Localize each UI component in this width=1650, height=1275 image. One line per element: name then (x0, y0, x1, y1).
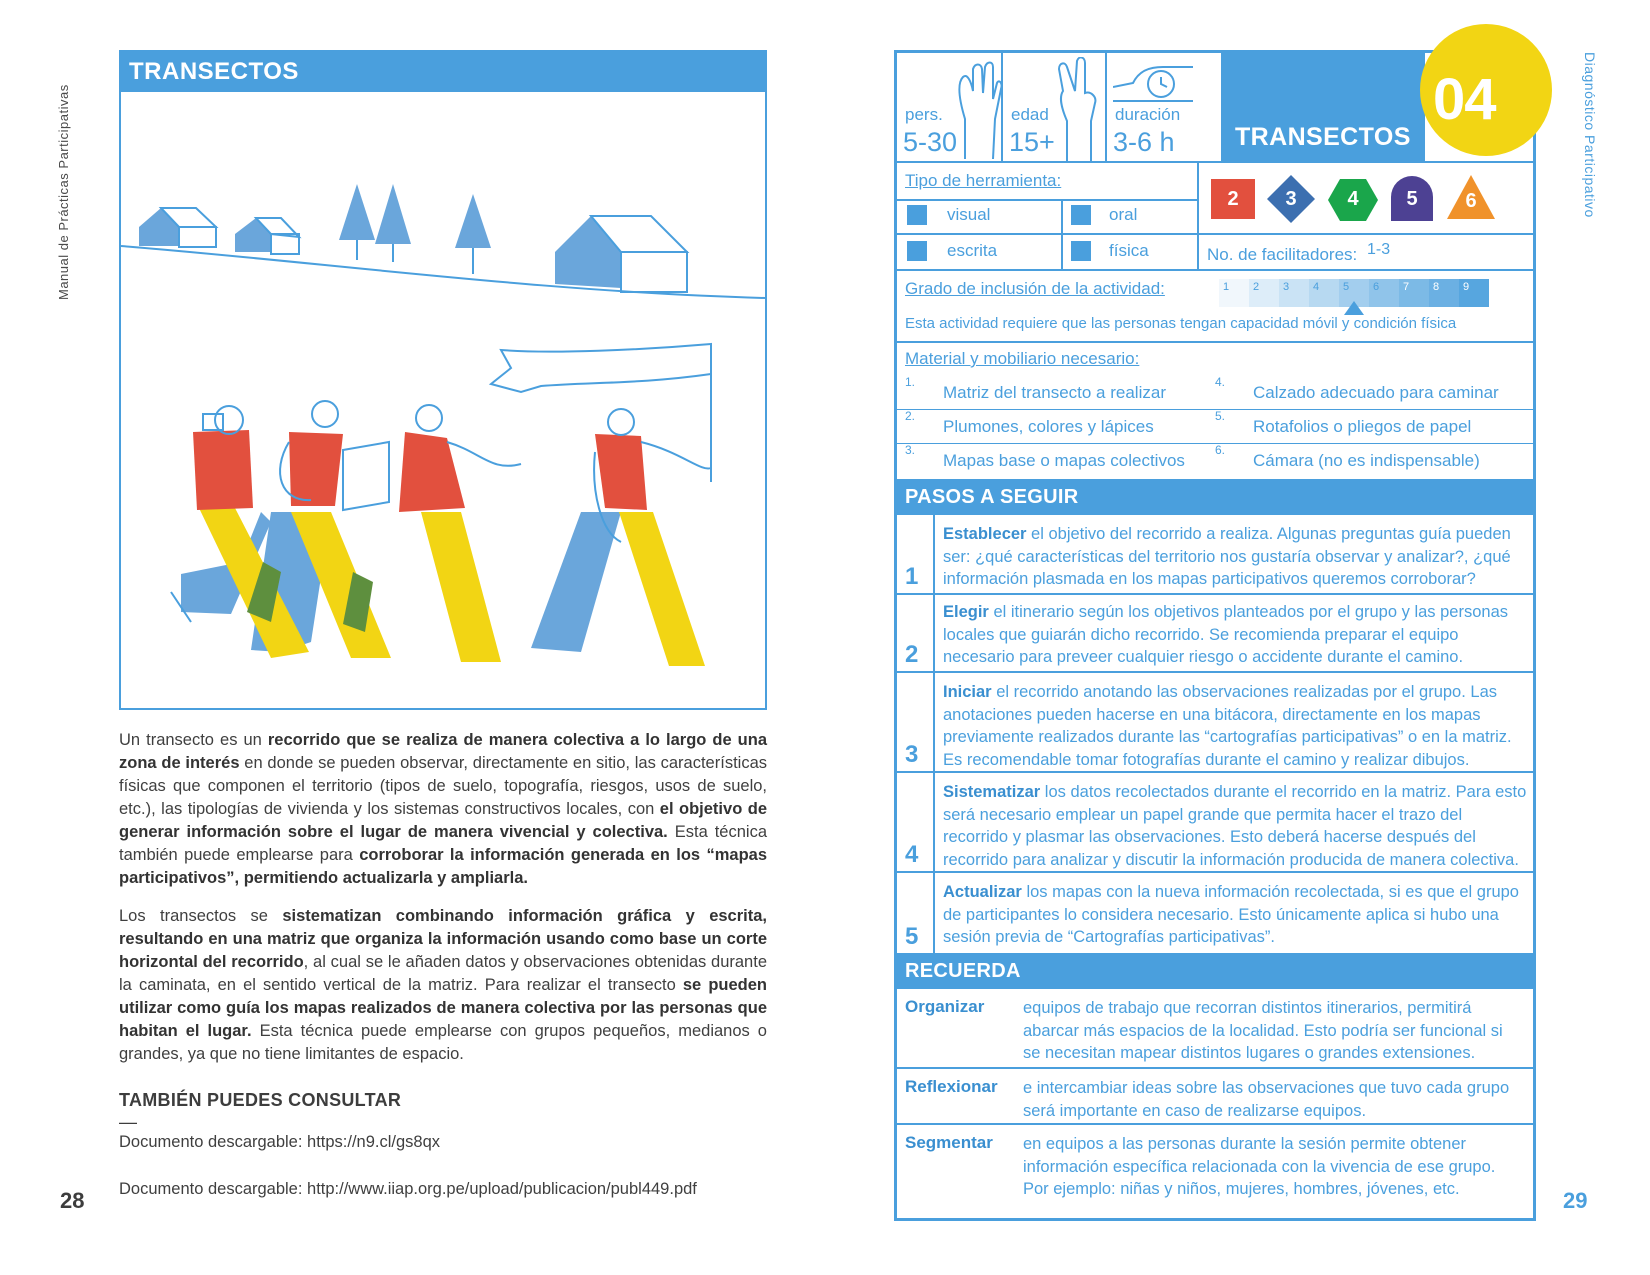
participants-value: 5-30 (903, 127, 958, 157)
remember-text: equipos de trabajo que recorran distintos itinerarios, permitirá abarcar más espacios de la localidad. Esto podría ser funcional si se necesitan mapear distintos lugares o grandes extensiones. (1023, 999, 1503, 1062)
inclusion-scale-step: 3 (1279, 279, 1309, 307)
step-number: 5 (897, 873, 935, 953)
tool-escrita: escrita (947, 241, 998, 260)
checkbox-fisica (1071, 241, 1091, 261)
step-row (897, 595, 1533, 673)
checkbox-escrita (907, 241, 927, 261)
inclusion-scale-step: 9 (1459, 279, 1489, 307)
step-row (897, 515, 1533, 595)
material-item: Matriz del transecto a realizar (943, 383, 1166, 402)
step-number: 1 (897, 515, 935, 593)
step-text: Elegir el itinerario según los objetivos planteados por el grupo y las personas locales que guiarán dicho recorrido. Se recomienda preparar el equipo necesario para preveer cualquier riesgo o accidente durante el camino. (943, 603, 1509, 666)
tool-divider (1061, 199, 1063, 269)
materials-label: Material y mobiliario necesario: (905, 349, 1140, 368)
duration-label: duración (1115, 105, 1181, 124)
shape-label: 4 (1347, 188, 1359, 210)
material-number: 4. (1215, 375, 1226, 389)
age-label: edad (1011, 105, 1049, 124)
consult-heading: TAMBIÉN PUEDES CONSULTAR (119, 1090, 402, 1110)
shape-label: 5 (1406, 188, 1418, 210)
remember-text: e intercambiar ideas sobre las observaciones que tuvo cada grupo será importante en caso de realizarse equipos. (1023, 1079, 1510, 1120)
intro-paragraph: Un transecto es un recorrido que se realiza de manera colectiva a lo largo de una zona de interés en donde se pueden observar, directamente en sitio, las características físicas que componen el territorio (tipos de suelo, topografía, riesgos, usos de suelo, etc.), las tipologías de vivienda y los sistemas constructivos locales, con el objetivo de generar información sobre el lugar de manera vivencial y colectiva. Esta técnica también puede emplearse para corroborar la información generada en los “mapas participativos”, permitiendo actualizarla y ampliarla. (119, 731, 768, 887)
checkbox-oral (1071, 205, 1091, 225)
tool-visual: visual (947, 205, 991, 224)
material-number: 2. (905, 409, 916, 423)
remember-key: Organizar (905, 997, 985, 1016)
step-row (897, 673, 1533, 773)
remember-row (897, 1069, 1533, 1125)
steps-heading: PASOS A SEGUIR (897, 479, 1533, 515)
remember-key: Reflexionar (905, 1077, 998, 1096)
shape-label: 2 (1227, 188, 1239, 210)
tool-fisica: física (1109, 241, 1149, 260)
participants-cell (897, 53, 1003, 161)
step-text: Sistematizar los datos recolectados durante el recorrido en la matriz. Para esto será necesario emplear un papel grande que permita hacer el trazo del recorrido y plasmar las observaciones. Esto deberá hacerse después del recorrido para analizar y discutir la información producida de manera colectiva. (943, 783, 1527, 869)
section-divider (897, 269, 1533, 271)
age-cell (1003, 53, 1107, 161)
step-row (897, 773, 1533, 873)
material-item: Plumones, colores y lápices (943, 417, 1154, 436)
book-title-vertical: Manual de Prácticas Participativas (56, 84, 71, 300)
participants-label: pers. (905, 105, 943, 124)
tool-divider (1197, 233, 1533, 235)
age-value: 15+ (1009, 127, 1055, 157)
inclusion-scale-step: 5 (1339, 279, 1369, 307)
duration-value: 3-6 h (1113, 127, 1175, 157)
remember-text: en equipos a las personas durante la sesión permite obtener información específica relacionada con la vivencia de ese grupo. Por ejemplo: niñas y niños, mujeres, hombres, jóvenes, etc. (1023, 1135, 1496, 1198)
card-title: TRANSECTOS (1223, 111, 1425, 161)
remember-row (897, 1125, 1533, 1218)
inclusion-marker-icon (1344, 301, 1364, 315)
step-text: Establecer el objetivo del recorrido a realiza. Algunas preguntas guía pueden ser: ¿qué características del territorio nos gustaría observar y analizar?, ¿qué información plasmada en los mapas participativos queremos corroborar? (943, 525, 1511, 588)
tool-type-label: Tipo de herramienta: (905, 171, 1062, 190)
step-number: 2 (897, 595, 935, 671)
inclusion-scale-step: 2 (1249, 279, 1279, 307)
card-number: 04 (1433, 67, 1496, 132)
facilitators-label: No. de facilitadores: (1207, 245, 1358, 264)
inclusion-scale-step: 7 (1399, 279, 1429, 307)
step-text: Iniciar el recorrido anotando las observaciones realizadas por el grupo. Las anotaciones pueden hacerse en una bitácora, directamente en los mapas previamente realizados durante las “cartografías participativas” o en la matriz. Es recomendable tomar fotografías durante el camino y realizar dibujos. (943, 683, 1512, 769)
watch-icon (1113, 57, 1193, 107)
remember-heading: RECUERDA (897, 953, 1533, 989)
page-number-left: 28 (60, 1188, 85, 1213)
remember-key: Segmentar (905, 1133, 993, 1152)
shape-label: 6 (1465, 190, 1477, 212)
material-item: Calzado adecuado para caminar (1253, 383, 1499, 402)
document-link[interactable]: Documento descargable: https://n9.cl/gs8qx (119, 1133, 441, 1151)
hands-icon (955, 59, 1001, 159)
inclusion-note: Esta actividad requiere que las personas tengan capacidad móvil y condición física (905, 315, 1457, 332)
consult-dash: — (119, 1112, 137, 1132)
checkbox-visual (907, 205, 927, 225)
section-title-vertical: Diagnóstico Participativo (1582, 52, 1598, 218)
step-text: Actualizar los mapas con la nueva información recolectada, si es que el grupo de participantes lo considera necesario. Esto únicamente aplica si hubo una sesión previa de “Cartografías participativas”. (943, 883, 1519, 946)
walking-group-illustration (119, 92, 767, 710)
material-number: 5. (1215, 409, 1226, 423)
material-number: 6. (1215, 443, 1226, 457)
material-number: 1. (905, 375, 916, 389)
material-item: Mapas base o mapas colectivos (943, 451, 1185, 470)
inclusion-label: Grado de inclusión de la actividad: (905, 279, 1165, 298)
inclusion-scale-step: 4 (1309, 279, 1339, 307)
method-paragraph: Los transectos se sistematizan combinando información gráfica y escrita, resultando en una matriz que organiza la información usando como base un corte horizontal del recorrido, al cual se le añaden datos y observaciones obtenidas durante la caminata, en el sentido vertical de la matriz. Para realizar el transecto se pueden utilizar como guía los mapas realizados de manera colectiva por las personas que habitan el lugar. Esta técnica puede emplearse con grupos pequeños, medianos o grandes, ya que no tiene limitantes de espacio. (119, 907, 768, 1063)
tool-oral: oral (1109, 205, 1138, 224)
tool-type-section (897, 163, 1533, 293)
tool-divider (1197, 163, 1199, 269)
inclusion-scale-step: 6 (1369, 279, 1399, 307)
activity-card (894, 50, 1536, 1221)
step-number: 3 (897, 673, 935, 771)
material-item: Rotafolios o pliegos de papel (1253, 417, 1472, 436)
section-divider (897, 341, 1533, 343)
material-item: Cámara (no es indispensable) (1253, 451, 1480, 470)
duration-cell (1107, 53, 1223, 161)
facilitators-value: 1-3 (1367, 241, 1391, 258)
inclusion-scale-step: 1 (1219, 279, 1249, 307)
shape-label: 3 (1285, 188, 1297, 210)
document-link[interactable]: Documento descargable: http://www.iiap.org.pe/upload/publicacion/publ449.pdf (119, 1180, 697, 1198)
left-page-title: TRANSECTOS (119, 50, 767, 92)
material-number: 3. (905, 443, 916, 457)
step-row (897, 873, 1533, 953)
peace-hand-icon (1055, 57, 1105, 161)
step-number: 4 (897, 773, 935, 871)
tool-divider (897, 199, 1197, 201)
inclusion-scale-step: 8 (1429, 279, 1459, 307)
page-number-right: 29 (1563, 1188, 1588, 1213)
remember-row (897, 989, 1533, 1069)
card-title-bg (1223, 53, 1425, 111)
tool-divider (897, 233, 1197, 235)
